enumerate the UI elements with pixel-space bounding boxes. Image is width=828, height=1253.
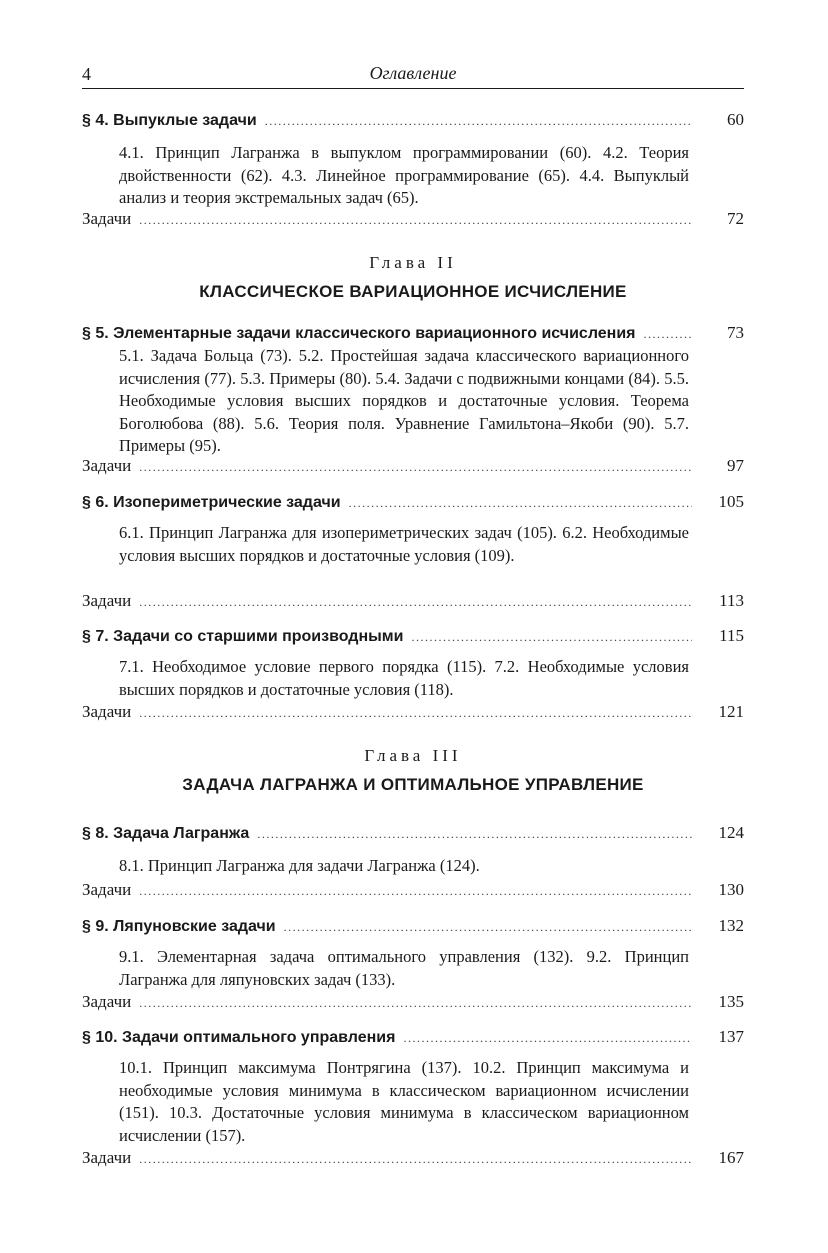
page-number: 4 [82, 64, 91, 84]
leader-dots [265, 109, 692, 133]
leader-dots [139, 701, 692, 725]
problems-page: 167 [718, 1148, 744, 1167]
toc-subsections-10: 10.1. Принцип максимума Понтрягина (137). 10.2. Принцип максимума и необходимые условия минимума в классическом вариационном исчислении (151). 10.3. Достаточные условия минимума в классическом вариационном исчислении (157). [119, 1058, 689, 1145]
leader-dots [139, 208, 692, 232]
toc-problems-7[interactable] [82, 700, 744, 724]
toc-section-4[interactable] [82, 108, 744, 132]
problems-page: 135 [718, 992, 744, 1011]
problems-page: 130 [718, 880, 744, 899]
problems-label: Задачи [82, 591, 132, 610]
toc-subsections-6: 6.1. Принцип Лагранжа для изопериметрических задач (105). 6.2. Необходимые условия высших порядков и достаточные условия (109). [119, 523, 689, 565]
section-title: § 4. Выпуклые задачи [82, 112, 257, 129]
leader-dots [139, 1147, 692, 1171]
leader-dots [257, 822, 692, 846]
problems-label: Задачи [82, 209, 132, 228]
problems-label: Задачи [82, 1148, 132, 1167]
chapter-label-2: Глава II [369, 253, 457, 272]
problems-page: 113 [719, 591, 744, 610]
problems-page: 121 [718, 702, 744, 721]
leader-dots [139, 991, 692, 1015]
toc-subsections-8: 8.1. Принцип Лагранжа для задачи Лагранжа (124). [119, 856, 480, 875]
running-title: Оглавление [369, 63, 457, 83]
problems-label: Задачи [82, 456, 132, 475]
toc-section-9[interactable] [82, 914, 744, 938]
toc-section-5[interactable] [82, 321, 744, 345]
chapter-label-3: Глава III [364, 746, 462, 765]
section-page: 73 [727, 323, 744, 342]
toc-problems-6[interactable] [82, 589, 744, 613]
section-page: 105 [718, 492, 744, 511]
leader-dots [644, 322, 693, 346]
toc-section-10[interactable] [82, 1025, 744, 1049]
chapter-title-2: КЛАССИЧЕСКОЕ ВАРИАЦИОННОЕ ИСЧИСЛЕНИЕ [199, 282, 627, 301]
toc-problems-9[interactable] [82, 990, 744, 1014]
leader-dots [349, 491, 692, 515]
leader-dots [139, 590, 692, 614]
leader-dots [139, 455, 692, 479]
toc-subsections-5: 5.1. Задача Больца (73). 5.2. Простейшая задача классического вариационного исчисления (77). 5.3. Примеры (80). 5.4. Задачи с подвижными концами (84). 5.5. Необходимые условия высших порядков и достаточные условия. Теорема Боголюбова (88). 5.6. Теория поля. Уравнение Гамильтона–Якоби (90). 5.7. Примеры (95). [119, 346, 689, 455]
section-title: § 9. Ляпуновские задачи [82, 918, 276, 935]
leader-dots [411, 625, 692, 649]
toc-problems-8[interactable] [82, 878, 744, 902]
toc-subsections-9: 9.1. Элементарная задача оптимального управления (132). 9.2. Принцип Лагранжа для ляпуновских задач (133). [119, 947, 689, 989]
toc-subsections-7: 7.1. Необходимое условие первого порядка (115). 7.2. Необходимые условия высших порядков и достаточные условия (118). [119, 657, 689, 699]
section-title: § 10. Задачи оптимального управления [82, 1029, 396, 1046]
running-header [82, 62, 744, 89]
problems-page: 97 [727, 456, 744, 475]
section-page: 132 [718, 916, 744, 935]
leader-dots [403, 1026, 692, 1050]
toc-problems-4[interactable] [82, 207, 744, 231]
section-title: § 7. Задачи со старшими производными [82, 628, 404, 645]
problems-label: Задачи [82, 702, 132, 721]
leader-dots [284, 915, 692, 939]
toc-subsections-4: 4.1. Принцип Лагранжа в выпуклом программировании (60). 4.2. Теория двойственности (62). 4.3. Линейное программирование (65). 4.4. Выпуклый анализ и теория экстремальных задач (65). [119, 143, 689, 207]
toc-section-8[interactable] [82, 821, 744, 845]
section-page: 115 [719, 626, 744, 645]
section-page: 124 [718, 823, 744, 842]
section-title: § 6. Изопериметрические задачи [82, 494, 341, 511]
section-page: 60 [727, 110, 744, 129]
toc-section-7[interactable] [82, 624, 744, 648]
section-title: § 8. Задача Лагранжа [82, 825, 250, 842]
problems-label: Задачи [82, 992, 132, 1011]
chapter-title-3: ЗАДАЧА ЛАГРАНЖА И ОПТИМАЛЬНОЕ УПРАВЛЕНИЕ [182, 775, 644, 794]
leader-dots [139, 879, 692, 903]
section-page: 137 [718, 1027, 744, 1046]
section-title: § 5. Элементарные задачи классического вариационного исчисления [82, 325, 636, 342]
toc-problems-5[interactable] [82, 454, 744, 478]
toc-problems-10[interactable] [82, 1146, 744, 1170]
toc-section-6[interactable] [82, 490, 744, 514]
problems-label: Задачи [82, 880, 132, 899]
problems-page: 72 [727, 209, 744, 228]
